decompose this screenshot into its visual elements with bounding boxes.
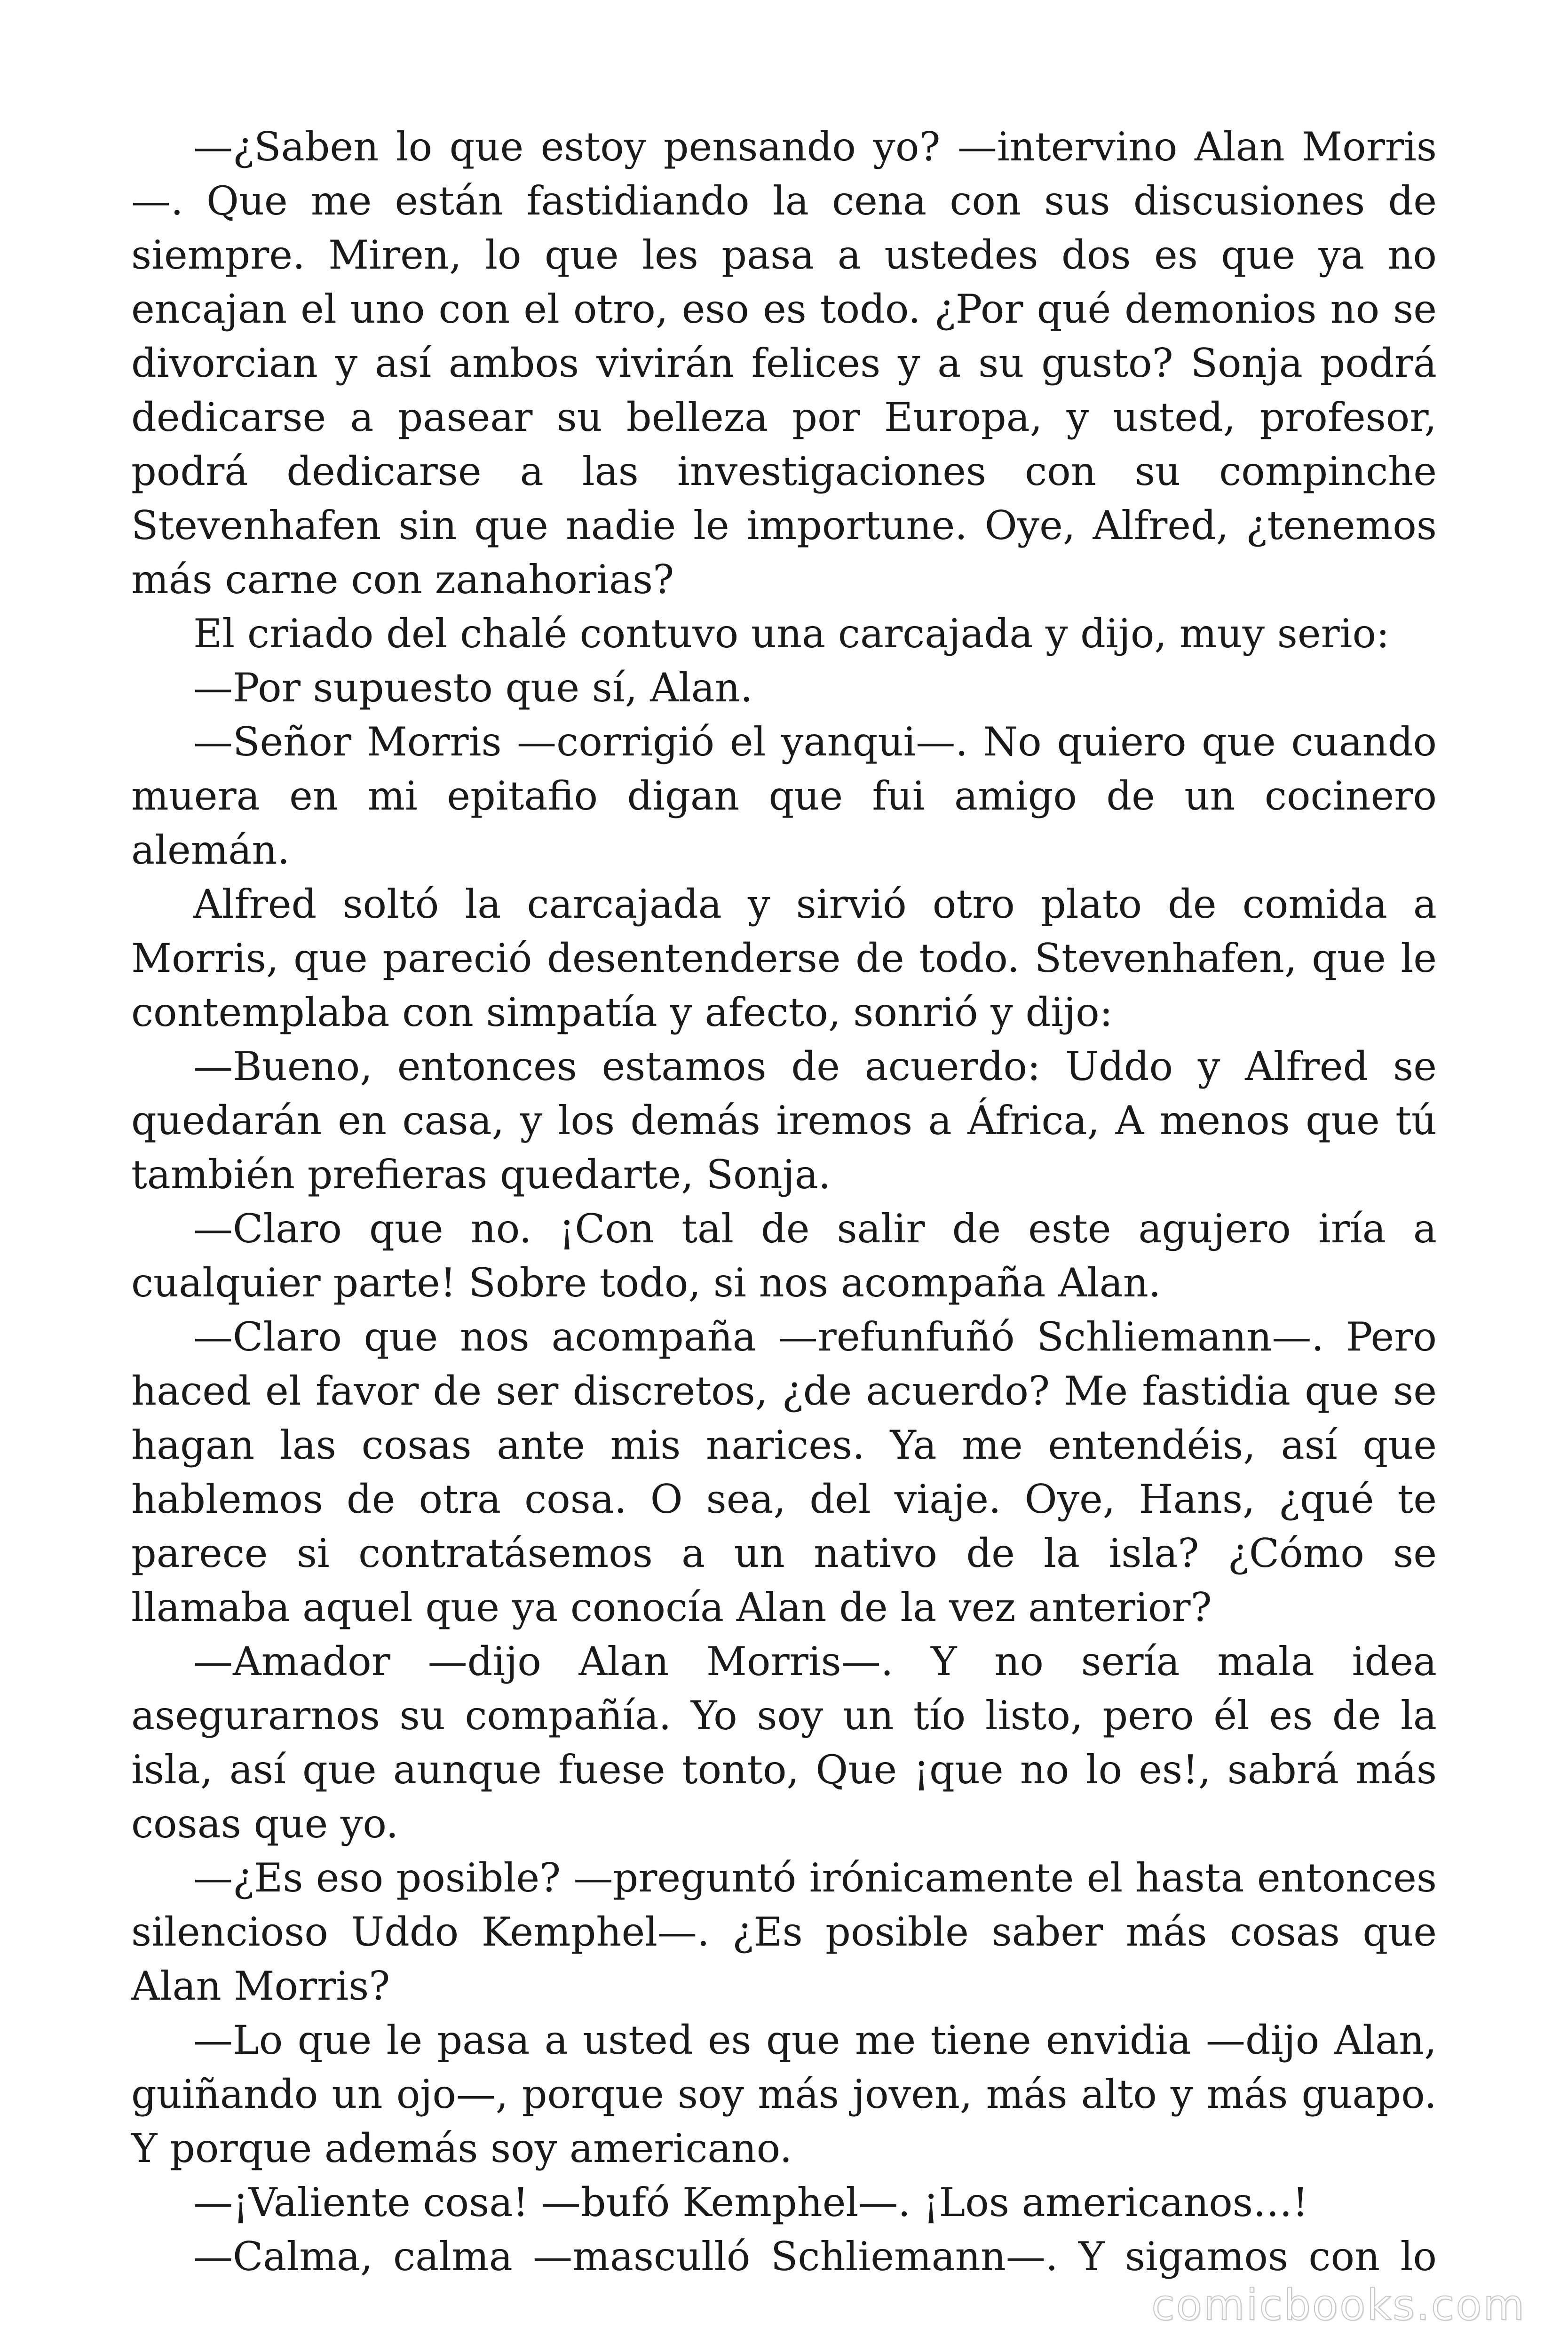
paragraph-12: —¡Valiente cosa! —bufó Kemphel—. ¡Los americanos…!	[193, 2179, 1308, 2225]
paragraph-2: El criado del chalé contuvo una carcajada y dijo, muy serio:	[193, 611, 1390, 657]
paragraph-8: —Claro que nos acompaña —refunfuñó Schliemann—. Pero haced el favor de ser discretos, ¿de acuerdo? Me fastidia que se hagan las cosas ante mis narices. Ya me entendéis, así que hablemos de otra cosa. O sea, del viaje. Oye, Hans, ¿qué te parece si contratásemos a un nativo de la isla? ¿Cómo se llamaba aquel que ya conocía Alan de la vez anterior?	[131, 1314, 1437, 1630]
watermark: comicbooks.com	[1151, 2280, 1526, 2330]
book-page-text	[131, 120, 1437, 2284]
paragraph-13: —Calma, calma —masculló Schliemann—. Y sigamos con lo	[193, 2233, 1437, 2280]
paragraph-5: Alfred soltó la carcajada y sirvió otro plato de comida a Morris, que pareció desentenderse de todo. Stevenhafen, que le contemplaba con simpatía y afecto, sonrió y dijo:	[131, 881, 1437, 1035]
paragraph-6: —Bueno, entonces estamos de acuerdo: Uddo y Alfred se quedarán en casa, y los demás iremos a África, A menos que tú también prefieras quedarte, Sonja.	[131, 1043, 1437, 1198]
paragraph-4: —Señor Morris —corrigió el yanqui—. No quiero que cuando muera en mi epitafio digan que fui amigo de un cocinero alemán.	[131, 719, 1437, 873]
paragraph-1: —¿Saben lo que estoy pensando yo? —intervino Alan Morris—. Que me están fastidiando la cena con sus discusiones de siempre. Miren, lo que les pasa a ustedes dos es que ya no encajan el uno con el otro, eso es todo. ¿Por qué demonios no se divorcian y así ambos vivirán felices y a su gusto? Sonja podrá dedicarse a pasear su belleza por Europa, y usted, profesor, podrá dedicarse a las investigaciones con su compinche Stevenhafen sin que nadie le importune. Oye, Alfred, ¿tenemos más carne con zanahorias?	[131, 124, 1437, 603]
paragraph-11: —Lo que le pasa a usted es que me tiene envidia —dijo Alan, guiñando un ojo—, porque soy más joven, más alto y más guapo. Y porque además soy americano.	[131, 2017, 1437, 2171]
paragraph-7: —Claro que no. ¡Con tal de salir de este agujero iría a cualquier parte! Sobre todo, si nos acompaña Alan.	[131, 1206, 1437, 1306]
paragraph-9: —Amador —dijo Alan Morris—. Y no sería mala idea asegurarnos su compañía. Yo soy un tío listo, pero él es de la isla, así que aunque fuese tonto, Que ¡que no lo es!, sabrá más cosas que yo.	[131, 1638, 1437, 1847]
paragraph-3: —Por supuesto que sí, Alan.	[193, 665, 753, 711]
paragraph-10: —¿Es eso posible? —preguntó irónicamente el hasta entonces silencioso Uddo Kemphel—. ¿Es posible saber más cosas que Alan Morris?	[131, 1855, 1437, 2009]
